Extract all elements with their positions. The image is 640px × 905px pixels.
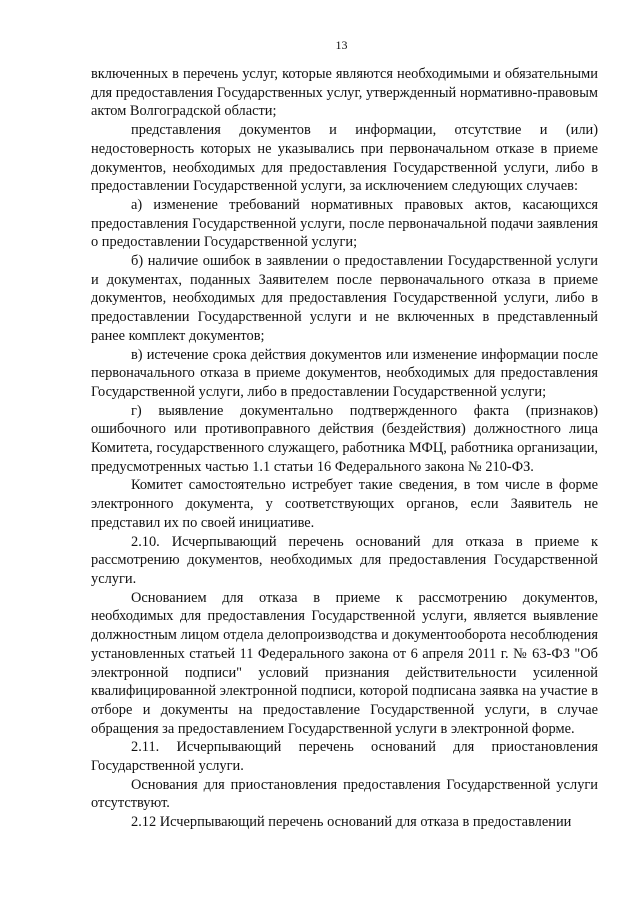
paragraph-continuation: включенных в перечень услуг, которые являются необходимыми и обязательными для предоставления Государственных услуг, утвержденный нормативно-правовым актом Волгоградской области; [91,66,598,120]
section-heading-2-11: 2.11. Исчерпывающий перечень оснований для приостановления Государственной услуги. [91,739,598,775]
page-number: 13 [335,38,348,52]
list-item-g: г) выявление документально подтвержденного факта (признаков) ошибочного или противоправного действия (бездействия) должностного лица Комитета, государственного служащего, работника МФЦ, работника организации, предусмотренных частью 1.1 статьи 16 Федерального закона № 210-ФЗ. [91,402,598,475]
list-item-a: а) изменение требований нормативных правовых актов, касающихся предоставления Государственной услуги, после первоначальной подачи заявления о предоставлении Государственной услуги; [91,196,598,251]
section-heading-2-10: 2.10. Исчерпывающий перечень оснований для отказа в приеме к рассмотрению документов, необходимых для предоставления Государственной услуги. [91,533,598,587]
list-item-b: б) наличие ошибок в заявлении о предоставлении Государственной услуги и документах, поданных Заявителем после первоначального отказа в приеме документов, необходимых для предоставления Государственной услуги, либо в предоставлении Государственной услуги и не включенных в представленный ранее комплект документов; [91,253,598,344]
list-item-v: в) истечение срока действия документов или изменение информации после первоначального отказа в приеме документов, необходимых для предоставления Государственной услуги, либо в предоставлении Государственной услуги; [91,346,598,400]
paragraph-committee-requests: Комитет самостоятельно истребует такие сведения, в том числе в форме электронного документа, у соответствующих органов, если Заявитель не представил их по своей инициативе. [91,477,598,531]
paragraph-refusal-grounds: Основанием для отказа в приеме к рассмотрению документов, необходимых для предоставления Государственной услуги, является выявление должностным лицом отдела делопроизводства и документооборота несоблюдения установленных статьей 11 Федерального закона от 6 апреля 2011 г. № 63-ФЗ "Об электронной подписи" условий признания действительности усиленной квалифицированной электронной подписи, которой подписана заявка на участие в отборе и документы на предоставление Государственной услуги, в случае обращения за предоставлением Государственной услуги в электронной форме. [91,589,598,737]
document-body [91,65,598,832]
section-heading-2-12: 2.12 Исчерпывающий перечень оснований для отказа в предоставлении [131,814,572,831]
paragraph-suspension-grounds: Основания для приостановления предоставления Государственной услуги отсутствуют. [91,776,598,812]
paragraph-documents-and-info: представления документов и информации, отсутствие и (или) недостоверность которых не указывались при первоначальном отказе в приеме документов, необходимых для предоставления Государственной услуги, либо в предоставлении Государственной услуги, за исключением следующих случаев: [91,122,598,195]
